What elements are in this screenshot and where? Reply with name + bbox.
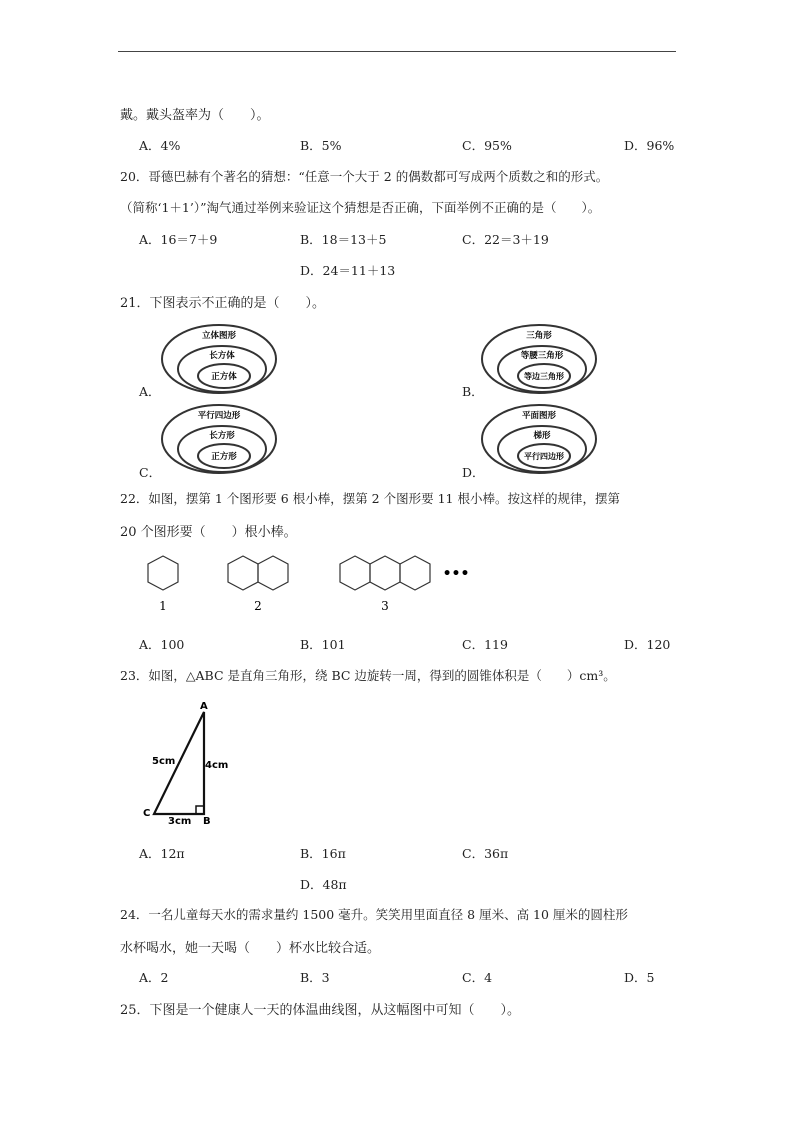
q24-stem-line1: 24．一名儿童每天水的需求量约 1500 毫升。笑笑用里面直径 8 厘米、高 10 厘米的圆柱形 [120,907,628,922]
q23-stem: 23．如图，△ABC 是直角三角形，绕 BC 边旋转一周，得到的圆锥体积是（ ）cm³。 [120,668,616,683]
q21-a-middle-label: 长方体 [209,351,235,361]
hexagon [400,556,430,590]
q24-stem-line2: 水杯喝水，她一天喝（ ）杯水比较合适。 [120,941,381,956]
hexagon [258,556,288,590]
q23-option-d[interactable]: D．48π [300,877,347,892]
q22-stem-line1: 22．如图，摆第 1 个图形要 6 根小棒，摆第 2 个图形要 11 根小棒。按这样的规律，摆第 [120,491,620,506]
hypotenuse-label: 5cm [152,756,176,767]
q21-d-inner-label: 平行四边形 [524,452,564,461]
vertical-side-label: 4cm [205,760,229,771]
q21-d-outer-label: 平面图形 [521,411,557,421]
q21-c-outer-label: 平行四边形 [197,411,241,421]
q21-c-inner-label: 正方形 [211,452,237,462]
q20-option-a[interactable]: A．16＝7＋9 [139,232,218,247]
q21-a-outer-label: 立体图形 [201,331,237,341]
q21-b-outer-label: 三角形 [526,331,552,341]
q21-a-inner-label: 正方体 [211,372,237,382]
hexagon [228,556,258,590]
q19-option-d[interactable]: D．96% [624,138,675,153]
vertex-c: C [143,808,151,819]
q24-option-a[interactable]: A．2 [139,970,169,985]
q21-option-b-letter[interactable]: B． [462,384,484,399]
hexagon [370,556,400,590]
figure-label-3: 3 [381,599,389,613]
q21-venn-c[interactable] [160,403,278,475]
q21-stem: 21．下图表示不正确的是（ ）。 [120,296,326,311]
q22-option-a[interactable]: A．100 [139,637,185,652]
q23-option-b[interactable]: B．16π [300,846,346,861]
q19-option-b[interactable]: B．5% [300,138,342,153]
q21-c-middle-label: 长方形 [209,431,235,441]
q21-b-middle-label: 等腰三角形 [520,351,564,361]
q22-hexagon-figures [140,550,490,616]
q25-stem: 25．下图是一个健康人一天的体温曲线图，从这幅图中可知（ ）。 [120,1003,521,1018]
q20-option-d[interactable]: D．24＝11＋13 [300,263,396,278]
vertex-b: B [203,816,211,826]
figure-label-1: 1 [159,599,167,613]
q20-stem-line2: （简称‘1＋1’）”淘气通过举例来验证这个猜想是否正确，下面举例不正确的是（ ）。 [120,200,601,215]
q24-option-b[interactable]: B．3 [300,970,330,985]
q19-stem-tail: 戴。戴头盔率为（ ）。 [120,108,270,123]
q21-option-a-letter[interactable]: A． [139,384,161,399]
q22-option-c[interactable]: C．119 [462,637,508,652]
q23-triangle-figure [140,698,236,826]
q22-stem-line2: 20 个图形要（ ）根小棒。 [120,525,297,540]
hexagon [148,556,178,590]
q24-option-d[interactable]: D．5 [624,970,655,985]
q23-option-c[interactable]: C．36π [462,846,509,861]
q21-b-inner-label: 等边三角形 [524,372,564,381]
q21-venn-a[interactable] [160,323,278,395]
q21-venn-b[interactable] [480,323,598,395]
q23-option-a[interactable]: A．12π [139,846,185,861]
q21-d-middle-label: 梯形 [533,431,551,441]
ellipsis-dots: ••• [442,566,470,582]
q21-venn-d[interactable] [480,403,598,475]
q22-option-d[interactable]: D．120 [624,637,671,652]
q22-option-b[interactable]: B．101 [300,637,346,652]
q24-option-c[interactable]: C．4 [462,970,493,985]
base-side-label: 3cm [168,816,192,826]
header-rule [118,51,676,52]
q20-stem-line1: 20．哥德巴赫有个著名的猜想：“任意一个大于 2 的偶数都可写成两个质数之和的形式。 [120,169,609,184]
q20-option-b[interactable]: B．18＝13＋5 [300,232,387,247]
q19-option-a[interactable]: A．4% [139,138,181,153]
q19-option-c[interactable]: C．95% [462,138,512,153]
hexagon [340,556,370,590]
q21-option-d-letter[interactable]: D． [462,465,485,480]
figure-label-2: 2 [254,599,262,613]
q20-option-c[interactable]: C．22＝3＋19 [462,232,549,247]
q21-option-c-letter[interactable]: C． [139,465,162,480]
vertex-a: A [200,701,208,712]
